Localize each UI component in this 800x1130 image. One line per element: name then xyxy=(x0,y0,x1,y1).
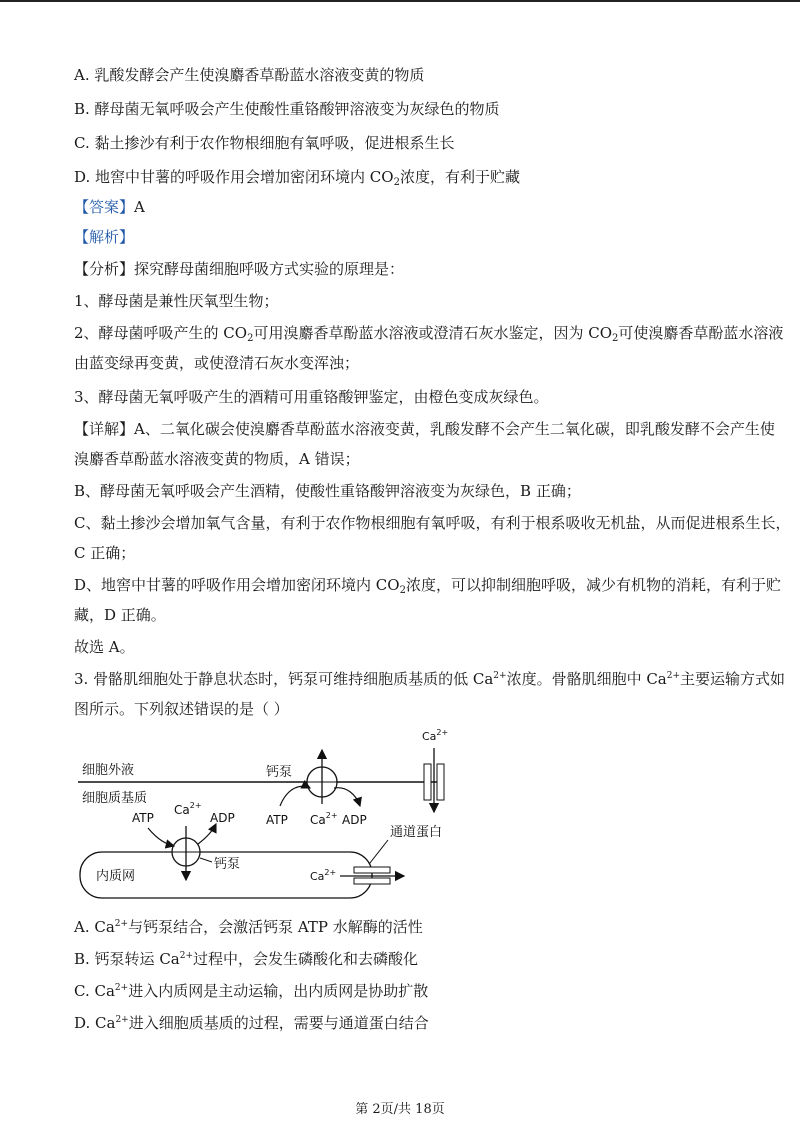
analysis-point-3: 3、酵母菌无氧呼吸产生的酒精可用重铬酸钾鉴定，由橙色变成灰绿色。 xyxy=(74,388,549,406)
detail-d-line1: D、地窖中甘薯的呼吸作用会增加密闭环境内 $CO_2$浓度，可以抑制细胞呼吸，减少有机物的消耗，有利于贮 xyxy=(74,576,781,596)
q3-stem-line1: 3. 骨骼肌细胞处于静息状态时，钙泵可维持细胞质基质的低 $Ca^{2+}$浓度。骨骼肌细胞中 $Ca^{2+}$主要运输方式如 xyxy=(74,670,786,688)
top-ca-label: $Ca^{2+}$ xyxy=(310,811,338,827)
q3-option-c: C. $Ca^{2+}$进入内质网是主动运输，出内质网是协助扩散 xyxy=(74,982,429,1000)
prev-option-d: D. 地窖中甘薯的呼吸作用会增加密闭环境内 $CO_2$浓度，有利于贮藏 xyxy=(74,168,520,188)
top-adp-label: ADP xyxy=(342,813,367,827)
analysis-tag: 【解析】 xyxy=(74,228,135,246)
er-ca-label: $Ca^{2+}$ xyxy=(174,801,202,817)
er-label: 内质网 xyxy=(96,869,136,884)
q3-option-b: B. 钙泵转运 $Ca^{2+}$过程中，会发生磷酸化和去磷酸化 xyxy=(74,950,419,968)
top-pump-label: 钙泵 xyxy=(266,765,293,780)
extracellular-label: 细胞外液 xyxy=(82,763,135,778)
channel-protein-label: 通道蛋白 xyxy=(390,825,443,840)
analysis-intro: 【分析】探究酵母菌细胞呼吸方式实验的原理是： xyxy=(74,260,405,278)
analysis-point-1: 1、酵母菌是兼性厌氧型生物； xyxy=(74,292,279,310)
calcium-transport-diagram xyxy=(70,728,490,908)
answer-tag: 【答案】 xyxy=(74,198,135,216)
q3-option-a: A. $Ca^{2+}$与钙泵结合，会激活钙泵 ATP 水解酶的活性 xyxy=(74,918,423,936)
detail-d-line2: 藏，D 正确。 xyxy=(74,606,166,624)
cytoplasm-label: 细胞质基质 xyxy=(82,791,148,806)
page-footer: 第 2页/共 18页 xyxy=(355,1102,445,1117)
detail-a-line2: 溴麝香草酚蓝水溶液变黄的物质，A 错误； xyxy=(74,450,360,468)
membrane-channel xyxy=(424,748,444,812)
er-pump-label: 钙泵 xyxy=(214,857,241,872)
page-top-rule xyxy=(0,0,800,2)
detail-c-line2: C 正确； xyxy=(74,544,136,562)
conclusion: 故选 A。 xyxy=(74,638,135,656)
answer-value: A xyxy=(134,198,145,216)
prev-option-a: A. 乳酸发酵会产生使溴麝香草酚蓝水溶液变黄的物质 xyxy=(74,66,425,84)
er-adp-label: ADP xyxy=(210,811,235,825)
detail-c-line1: C、黏土掺沙会增加氧气含量，有利于农作物根细胞有氧呼吸，有利于根系吸收无机盐，从而促进根系生长， xyxy=(74,514,791,532)
channel-ca-label: $Ca^{2+}$ xyxy=(422,728,449,743)
detail-a-line1: 【详解】A、二氧化碳会使溴麝香草酚蓝水溶液变黄，乳酸发酵不会产生二氧化碳，即乳酸发酵不会产生使 xyxy=(74,420,775,438)
answer-line xyxy=(74,196,760,218)
q3-stem-line2: 图所示。下列叙述错误的是（ ） xyxy=(74,700,289,718)
q3-option-d: D. $Ca^{2+}$进入细胞质基质的过程，需要与通道蛋白结合 xyxy=(74,1014,429,1032)
detail-b: B、酵母菌无氧呼吸会产生酒精，使酸性重铬酸钾溶液变为灰绿色，B 正确； xyxy=(74,482,581,500)
er-atp-label: ATP xyxy=(132,811,154,825)
analysis-point-2: 2、酵母菌呼吸产生的 $CO_2$可用溴麝香草酚蓝水溶液或澄清石灰水鉴定，因为 $CO_2$可使溴麝香草酚蓝水溶液 xyxy=(74,324,784,344)
top-atp-label: ATP xyxy=(266,813,288,827)
er-channel-ca-label: $Ca^{2+}$ xyxy=(310,868,337,883)
analysis-point-2-cont: 由蓝变绿再变黄，或使澄清石灰水变浑浊； xyxy=(74,354,360,372)
prev-option-c: C. 黏土掺沙有利于农作物根细胞有氧呼吸，促进根系生长 xyxy=(74,134,455,152)
prev-option-b: B. 酵母菌无氧呼吸会产生使酸性重铬酸钾溶液变为灰绿色的物质 xyxy=(74,100,500,118)
